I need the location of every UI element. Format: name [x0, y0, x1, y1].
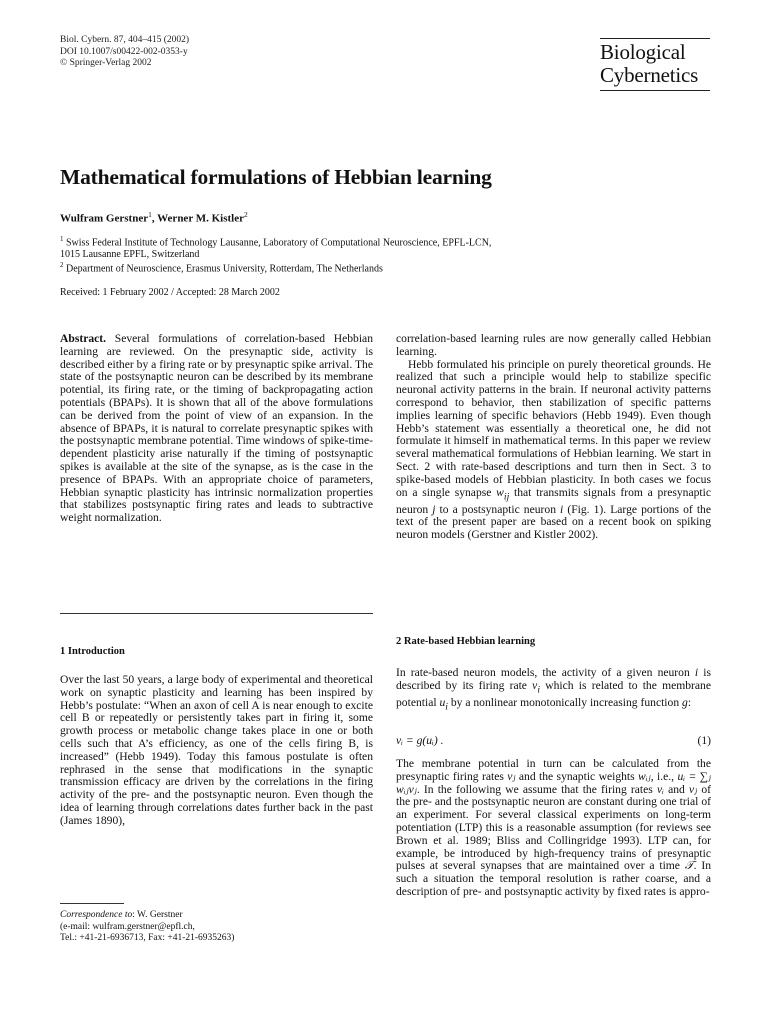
body-paragraph [396, 758, 711, 899]
body-paragraph: Over the last 50 years, a large body of experimental and theoretical work on synaptic plasticity and learning has been inspired by Hebb’s postulate: “When an axon of cell A is near enough to excite cell B or repeatedly or persistently takes part in firing it, some growth process or metabolic change takes place in one or both cells such that A’s efficiency, as one of the cells firing B, is increased” (Hebb 1949). Today this famous postulate is often rephrased in the sense that modifications in the synaptic transmission efficacy are driven by the correlations in the firing activity of the pre- and the postsynaptic neuron. Even though the idea of learning through correlations dates further back in the past (James 1890), [60, 673, 373, 827]
text-run: Hebb formulated his principle on purely theoretical grounds. He realized that such a principle would help to stabilize specific neuronal activity patterns in the brain. If neuronal activity patterns correspond to behavior, then stabilization of specific patterns implies learning of specific behaviors (Hebb 1949). Even though Hebb’s statement was essentially a theoretical one, he did not formulate it himself in mathematical terms. In this paper we review several mathematical formulations of Hebbian learning. We start in Sect. 2 with rate-based descriptions and turn then in Sect. 3 to spike-based models of Hebbian plasticity. In both cases we focus on a single synapse [396, 357, 711, 499]
right-column-text [396, 333, 711, 542]
abstract-label: Abstract. [60, 332, 107, 345]
correspondence-phone: Tel.: +41-21-6936713, Fax: +41-21-6935263) [60, 933, 235, 943]
rate-based-intro [396, 667, 711, 714]
publication-info [60, 35, 189, 70]
paper-title: Mathematical formulations of Hebbian learning [60, 165, 492, 189]
correspondence-email: (e-mail: wulfram.gerstner@epfl.ch, [60, 921, 195, 932]
math-var: g [682, 695, 688, 709]
section-heading-rate-based: 2 Rate-based Hebbian learning [396, 636, 536, 647]
math-subscript: ij [503, 490, 510, 502]
affiliation-mark: 1 [148, 210, 152, 219]
correspondence-footnote [60, 910, 234, 945]
correspondence-line [60, 910, 234, 922]
math-var: w [496, 485, 504, 499]
math-var: vⱼ [507, 769, 516, 783]
math-var: i [560, 502, 564, 516]
journal-name [600, 39, 710, 90]
text-run: and [663, 782, 689, 796]
math-var: j [432, 502, 436, 516]
correspondence-label: Correspondence to [60, 910, 133, 920]
text-run: , i.e., [650, 769, 678, 783]
text-run: : [687, 695, 692, 709]
text-run: In rate-based neuron models, the activity of a given neuron [396, 666, 695, 679]
equation-1 [396, 734, 711, 747]
text-run: by a nonlinear monotonically increasing function [447, 695, 683, 709]
abstract [60, 333, 373, 525]
affiliation-1-cont: 1015 Lausanne EPFL, Switzerland [60, 248, 200, 260]
text-run: The membrane potential in turn can be calculated from the presynaptic firing rates [396, 757, 711, 783]
math-var: vᵢ [656, 782, 664, 796]
section-heading-introduction: 1 Introduction [60, 646, 125, 657]
rate-based-text [396, 758, 711, 899]
text-run: and the synaptic weights [515, 769, 639, 783]
received-accepted-dates: Received: 1 February 2002 / Accepted: 28 March 2002 [60, 287, 280, 298]
author-separator: , [151, 212, 158, 225]
logo-bottom-rule [600, 90, 710, 91]
math-var: wᵢⱼ [638, 769, 651, 783]
math-expression: uᵢ = ∑ⱼ wᵢⱼvⱼ [396, 769, 711, 796]
copyright: © Springer-Verlag 2002 [60, 58, 152, 68]
text-run: that transmits signals from a presynaptic neuron [396, 485, 711, 516]
journal-name-line1: Biological [600, 40, 686, 64]
math-subscript: i [445, 701, 448, 713]
math-var: 𝒯 [684, 859, 694, 873]
math-subscript: i [537, 684, 541, 696]
journal-name-line2: Cybernetics [600, 63, 699, 87]
body-paragraph [396, 667, 711, 714]
journal-logo [600, 38, 710, 91]
affiliation-1 [60, 234, 491, 249]
text-run: is described by its firing rate [396, 666, 711, 692]
text-run: of the pre- and the postsynaptic neuron are constant during one trial of an experiment. For several classical experiments on long-term potentiation (LTP) this is a reasonable assumption (for reviews see Brown et al. 1989; Bliss and Collingridge 1993). LTP can, for example, be introduced by high-frequency trains of presynaptic pulses at several synapses that are maintained over a time [396, 782, 711, 873]
affiliation-2 [60, 260, 491, 275]
affiliation-text: Department of Neuroscience, Erasmus University, Rotterdam, The Netherlands [63, 263, 383, 275]
introduction-text [60, 674, 373, 828]
body-paragraph [396, 359, 711, 542]
abstract-text: Several formulations of correlation-based Hebbian learning are reviewed. On the presynaptic side, activity is described either by a firing rate or by presynaptic spike arrival. The state of the postsynaptic neuron can be described by its membrane potential, its firing rate, or the timing of backpropagating action potentials (BPAPs). It is shown that all of the above formulations can be derived from the point of view of an expansion. In the absence of BPAPs, it is natural to correlate presynaptic spikes with the postsynaptic membrane potential. Time windows of spike-time-dependent plasticity arise naturally if the timing of postsynaptic spikes is available at the site of the synapse, as is the case in the presence of BPAPs. With an appropriate choice of parameters, Hebbian synaptic plasticity has intrinsic normalization properties that stabilizes postsynaptic firing rates and leads to subtractive weight normalization. [60, 332, 373, 525]
text-run: (Fig. 1). Large portions of the text of the present paper are based on a recent book on spiking neuron models (Gerstner and Kistler 2002). [396, 502, 711, 542]
author-list [60, 210, 248, 225]
math-var: v [532, 678, 538, 692]
doi: DOI 10.1007/s00422-002-0353-y [60, 46, 188, 57]
affiliation-number: 1 [60, 235, 64, 243]
abstract-divider [60, 613, 373, 614]
text-run: which is related to the membrane potential [396, 678, 712, 709]
math-var: u [439, 695, 446, 709]
affiliation-text: Swiss Federal Institute of Technology Lausanne, Laboratory of Computational Neuroscience, EPFL-LCN, [63, 237, 492, 249]
equation-number: (1) [697, 734, 711, 747]
abstract-paragraph [60, 333, 373, 525]
text-run: . In the following we assume that the firing rates [416, 782, 657, 796]
affiliation-mark: 2 [244, 210, 248, 219]
author-name: Wulfram Gerstner [60, 212, 149, 225]
correspondence-name: : W. Gerstner [132, 910, 183, 920]
math-var: i [694, 666, 699, 679]
author-name: Werner M. Kistler [157, 212, 245, 225]
equation-body: vᵢ = g(uᵢ) . [396, 734, 444, 747]
affiliations [60, 234, 491, 275]
footnote-divider [60, 903, 124, 904]
text-run: . In such a situation the temporal resolution is rather coarse, and a description of pre- and postsynaptic activity by fixed rates is appro- [396, 859, 711, 898]
math-var: vⱼ [688, 782, 698, 796]
text-run: to a postsynaptic neuron [435, 502, 561, 516]
affiliation-number: 2 [60, 261, 64, 270]
journal-citation: Biol. Cybern. 87, 404–415 (2002) [60, 35, 190, 45]
body-paragraph: correlation-based learning rules are now generally called Hebbian learning. [396, 332, 711, 358]
